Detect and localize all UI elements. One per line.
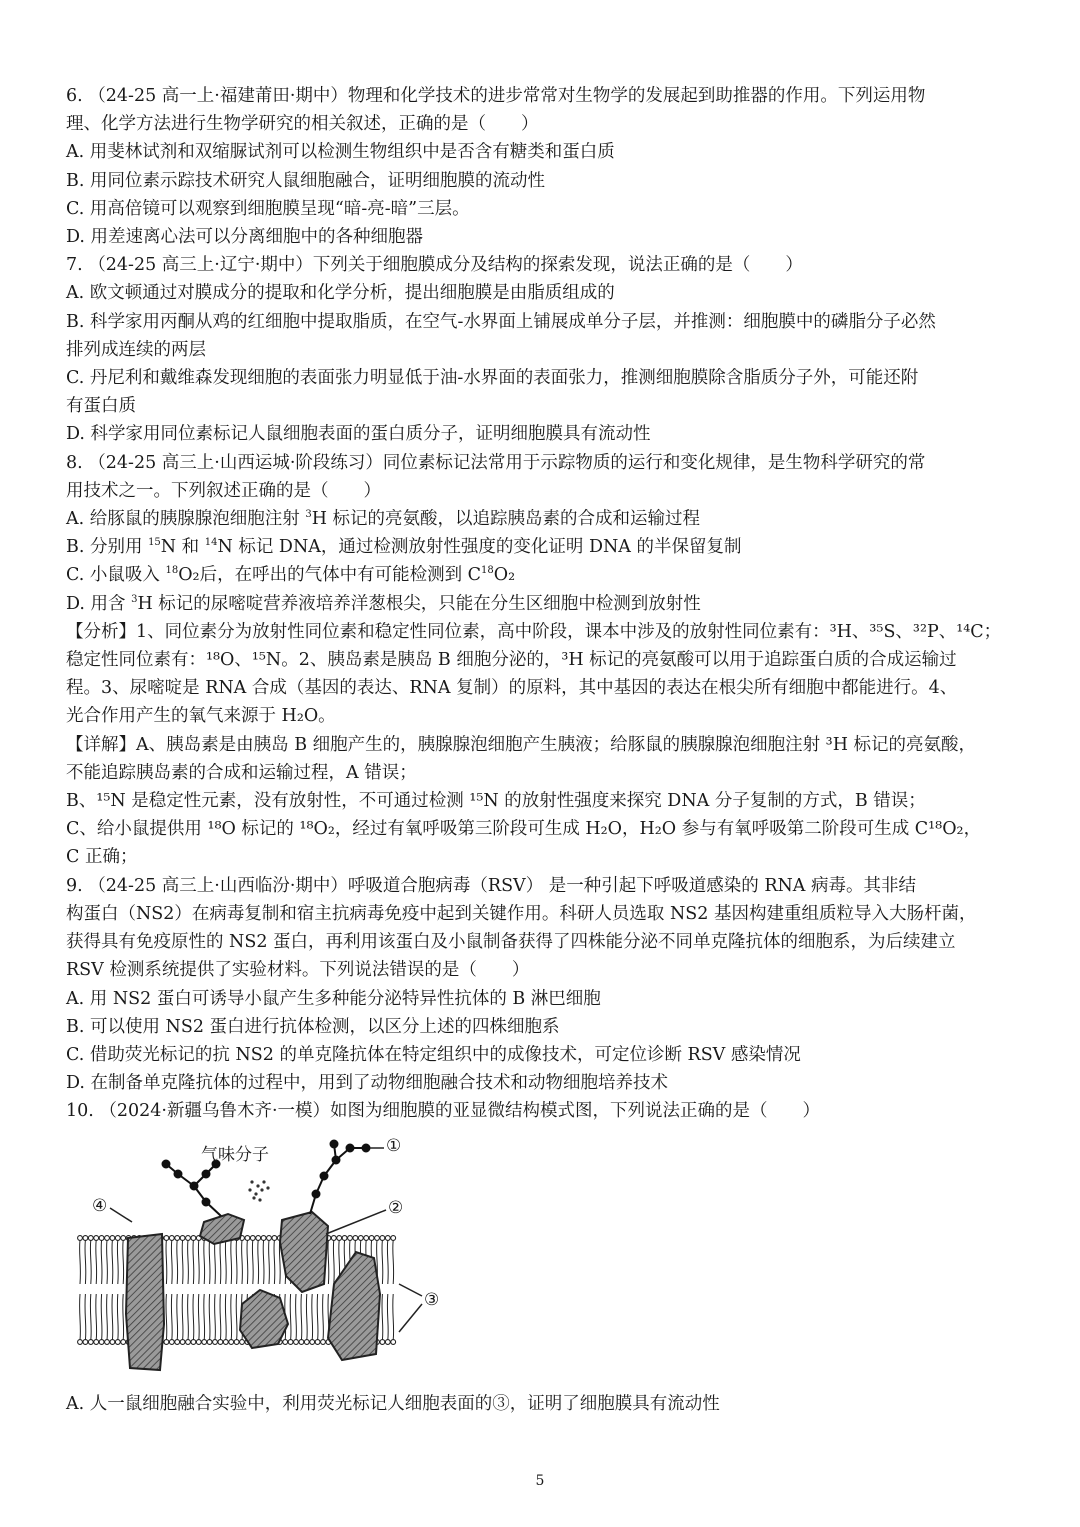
phospholipid-top [78, 1235, 83, 1283]
phospholipid-bottom [207, 1294, 212, 1344]
phospholipid-top [169, 1235, 174, 1283]
q8-b-post: N 标记 DNA，通过检测放射性强度的变化证明 DNA 的半保留复制 [217, 537, 742, 558]
q9-option-d: D. 在制备单克隆抗体的过程中，用到了动物细胞融合技术和动物细胞培养技术 [66, 1073, 669, 1094]
q8-c-post: O₂ [493, 565, 516, 586]
cell-membrane-diagram [66, 1134, 536, 1384]
phospholipid-top [223, 1235, 228, 1283]
phospholipid-bottom [315, 1294, 320, 1344]
phospholipid-bottom [310, 1294, 315, 1344]
phospholipid-top [272, 1235, 277, 1283]
phospholipid-bottom [180, 1294, 185, 1344]
phospholipid-bottom [88, 1294, 93, 1344]
q8-detail-line-4: C、给小鼠提供用 ¹⁸O 标记的 ¹⁸O₂，经过有氧呼吸第三阶段可生成 H₂O，H₂O 参与有氧呼吸第二阶段可生成 C¹⁸O₂， [66, 819, 982, 840]
phospholipid-bottom [229, 1294, 234, 1344]
phospholipid-bottom [110, 1294, 115, 1344]
phospholipid-bottom [78, 1294, 83, 1344]
embedded-protein-bottom [240, 1290, 288, 1348]
phospholipid-bottom [202, 1294, 207, 1344]
q6-option-c: C. 用高倍镜可以观察到细胞膜呈现“暗-亮-暗”三层。 [66, 198, 470, 219]
q9-option-b: B. 可以使用 NS2 蛋白进行抗体检测，以区分上述的四株细胞系 [66, 1016, 560, 1037]
q8-detail-line-1: 【详解】A、胰岛素是由胰岛 B 细胞产生的，胰腺腺泡细胞产生胰液；给豚鼠的胰腺腺泡细胞注射 ³H 标记的亮氨酸， [66, 734, 977, 755]
phospholipid-top [256, 1235, 261, 1283]
phospholipid-bottom [304, 1294, 309, 1344]
q8-stem-line-2: 用技术之一。下列叙述正确的是（ ） [66, 480, 381, 501]
phospholipid-top [105, 1235, 110, 1283]
phospholipid-bottom [99, 1294, 104, 1344]
phospholipid-bottom [175, 1294, 180, 1344]
q8-c-mid: O₂后，在呼出的气体中有可能检测到 C [178, 565, 482, 586]
q8-option-a [66, 505, 1018, 533]
q7-option-b-line-1: B. 科学家用丙酮从鸡的红细胞中提取脂质，在空气-水界面上铺展成单分子层，并推测：细胞膜中的磷脂分子必然 [66, 311, 936, 332]
question-10 [66, 1097, 1018, 1417]
q8-option-c [66, 561, 1018, 589]
question-9 [66, 872, 1018, 1098]
phospholipid-top [110, 1235, 115, 1283]
phospholipid-top [331, 1235, 336, 1283]
q7-option-a: A. 欧文顿通过对膜成分的提取和化学分析，提出细胞膜是由脂质组成的 [66, 283, 615, 304]
q7-option-d: D. 科学家用同位素标记人鼠细胞表面的蛋白质分子，证明细胞膜具有流动性 [66, 424, 651, 445]
phospholipid-bottom [294, 1294, 299, 1344]
label-2: ② [388, 1197, 404, 1218]
isotope-superscript: 14 [204, 537, 218, 549]
label-1: ① [386, 1135, 402, 1156]
q8-d-pre: D. 用含 [66, 593, 132, 614]
phospholipid-bottom [218, 1294, 223, 1344]
phospholipid-top [391, 1235, 396, 1283]
question-6 [66, 82, 1018, 251]
phospholipid-top [196, 1235, 201, 1283]
q6-option-b: B. 用同位素示踪技术研究人鼠细胞融合，证明细胞膜的流动性 [66, 170, 545, 191]
q9-stem-line-2: 构蛋白（NS2）在病毒复制和宿主抗病毒免疫中起到关键作用。科研人员选取 NS2 基因构建重组质粒导入大肠杆菌， [66, 903, 977, 924]
peripheral-protein-left [200, 1214, 244, 1244]
phospholipid-top [202, 1235, 207, 1283]
q8-c-pre: C. 小鼠吸入 [66, 565, 166, 586]
q10-option-a: A. 人一鼠细胞融合实验中，利用荧光标记人细胞表面的③，证明了细胞膜具有流动性 [66, 1393, 720, 1414]
q8-analysis-line-4: 光合作用产生的氧气来源于 H₂O。 [66, 706, 336, 727]
page-number: 5 [535, 1473, 545, 1489]
phospholipid-top [94, 1235, 99, 1283]
q8-analysis-line-3: 程。3、尿嘧啶是 RNA 合成（基因的表达、RNA 复制）的原料，其中基因的表达在根尖所有细胞中都能进行。4、 [66, 678, 958, 699]
protein-large-right [328, 1252, 380, 1360]
q8-option-b [66, 533, 1018, 561]
q8-analysis-line-1: 【分析】1、同位素分为放射性同位素和稳定性同位素，高中阶段，课本中涉及的放射性同位素有：³H、³⁵S、³²P、¹⁴C； [66, 621, 1002, 642]
phospholipid-bottom [83, 1294, 88, 1344]
phospholipid-top [240, 1235, 245, 1283]
q6-stem-line-2: 理、化学方法进行生物学研究的相关叙述，正确的是（ ） [66, 114, 539, 135]
q9-option-a: A. 用 NS2 蛋白可诱导小鼠产生多种能分泌特异性抗体的 B 淋巴细胞 [66, 988, 601, 1009]
phospholipid-bottom [391, 1294, 396, 1344]
page-content [66, 82, 1018, 1418]
phospholipid-top [261, 1235, 266, 1283]
phospholipid-bottom [321, 1294, 326, 1344]
phospholipid-top [99, 1235, 104, 1283]
odor-molecule-label: 气味分子 [201, 1144, 269, 1165]
label-4: ④ [92, 1195, 108, 1216]
phospholipid-bottom [191, 1294, 196, 1344]
odor-molecules [248, 1180, 269, 1201]
glycoprotein-chain-1 [310, 1140, 370, 1214]
q9-stem-line-3: 获得具有免疫原性的 NS2 蛋白，再利用该蛋白及小鼠制备获得了四株能分泌不同单克隆抗体的细胞系，为后续建立 [66, 932, 956, 953]
phospholipid-top [115, 1235, 120, 1283]
q9-stem-line-4: RSV 检测系统提供了实验材料。下列说法错误的是（ ） [66, 960, 530, 981]
protein-4-transmembrane [126, 1234, 164, 1370]
phospholipid-bottom [288, 1294, 293, 1344]
phospholipid-top [245, 1235, 250, 1283]
protein-2-transmembrane [280, 1212, 328, 1292]
q7-option-b-line-2: 排列成连续的两层 [66, 339, 206, 360]
phospholipid-top [267, 1235, 272, 1283]
question-7 [66, 251, 1018, 448]
isotope-superscript: 3 [131, 593, 138, 605]
phospholipid-top [88, 1235, 93, 1283]
phospholipid-bottom [186, 1294, 191, 1344]
phospholipid-top [175, 1235, 180, 1283]
isotope-superscript: 15 [148, 537, 161, 549]
q7-option-c-line-1: C. 丹尼利和戴维森发现细胞的表面张力明显低于油-水界面的表面张力，推测细胞膜除含脂质分子外，可能还附 [66, 368, 919, 389]
phospholipid-bottom [94, 1294, 99, 1344]
q9-option-c: C. 借助荧光标记的抗 NS2 的单克隆抗体在特定组织中的成像技术，可定位诊断 RSV 感染情况 [66, 1044, 801, 1065]
label-3: ③ [424, 1289, 440, 1310]
phospholipid-top [121, 1235, 126, 1283]
q8-a-post: H 标记的亮氨酸，以追踪胰岛素的合成和运输过程 [311, 509, 701, 530]
q6-option-a: A. 用斐林试剂和双缩脲试剂可以检测生物组织中是否含有糖类和蛋白质 [66, 142, 615, 163]
phospholipid-bottom [234, 1294, 239, 1344]
q10-stem: 10. （2024·新疆乌鲁木齐·一模）如图为细胞膜的亚显微结构模式图，下列说法正确的是（ ） [66, 1101, 821, 1122]
q8-b-mid: N 和 [160, 537, 205, 558]
q6-option-d: D. 用差速离心法可以分离细胞中的各种细胞器 [66, 227, 424, 248]
q8-d-post: H 标记的尿嘧啶营养液培养洋葱根尖，只能在分生区细胞中检测到放射性 [137, 593, 701, 614]
q8-stem-line-1: 8. （24-25 高三上·山西运城·阶段练习）同位素标记法常用于示踪物质的运行和变化规律，是生物科学研究的常 [66, 452, 926, 473]
phospholipid-top [180, 1235, 185, 1283]
phospholipid-top [229, 1235, 234, 1283]
phospholipid-top [186, 1235, 191, 1283]
isotope-superscript: 3 [305, 509, 312, 521]
phospholipid-top [385, 1235, 390, 1283]
phospholipid-bottom [115, 1294, 120, 1344]
cell-membrane-figure [66, 1134, 536, 1384]
isotope-superscript: 18 [165, 565, 179, 577]
q8-detail-line-2: 不能追踪胰岛素的合成和运输过程，A 错误； [66, 762, 417, 783]
phospholipid-top [250, 1235, 255, 1283]
glycoprotein-chain-left [163, 1160, 222, 1216]
phospholipid-top [191, 1235, 196, 1283]
q8-detail-line-5: C 正确； [66, 847, 138, 868]
phospholipid-bottom [299, 1294, 304, 1344]
question-8 [66, 449, 1018, 872]
phospholipid-bottom [385, 1294, 390, 1344]
phospholipid-bottom [223, 1294, 228, 1344]
phospholipid-bottom [169, 1294, 174, 1344]
phospholipid-top [83, 1235, 88, 1283]
phospholipid-bottom [105, 1294, 110, 1344]
q8-a-pre: A. 给豚鼠的胰腺腺泡细胞注射 [66, 509, 306, 530]
q7-option-c-line-2: 有蛋白质 [66, 396, 136, 417]
phospholipid-top [164, 1235, 169, 1283]
q7-stem: 7. （24-25 高三上·辽宁·期中）下列关于细胞膜成分及结构的探索发现，说法正确的是（ ） [66, 255, 803, 276]
phospholipid-bottom [213, 1294, 218, 1344]
phospholipid-top [234, 1235, 239, 1283]
q8-analysis-line-2: 稳定性同位素有：¹⁸O、¹⁵N。2、胰岛素是胰岛 B 细胞分泌的，³H 标记的亮氨酸可以用于追踪蛋白质的合成运输过 [66, 650, 957, 671]
q8-b-pre: B. 分别用 [66, 537, 149, 558]
q8-option-d [66, 590, 1018, 618]
q9-stem-line-1: 9. （24-25 高三上·山西临汾·期中）呼吸道合胞病毒（RSV） 是一种引起下呼吸道感染的 RNA 病毒。其非结 [66, 875, 917, 896]
q8-detail-line-3: B、¹⁵N 是稳定性元素，没有放射性，不可通过检测 ¹⁵N 的放射性强度来探究 DNA 分子复制的方式，B 错误； [66, 791, 926, 812]
phospholipid-bottom [196, 1294, 201, 1344]
isotope-superscript: 18 [481, 565, 494, 577]
phospholipid-top [380, 1235, 385, 1283]
phospholipid-bottom [380, 1294, 385, 1344]
q6-stem-line-1: 6. （24-25 高一上·福建莆田·期中）物理和化学技术的进步常常对生物学的发展起到助推器的作用。下列运用物 [66, 86, 926, 106]
phospholipid-bottom [121, 1294, 126, 1344]
